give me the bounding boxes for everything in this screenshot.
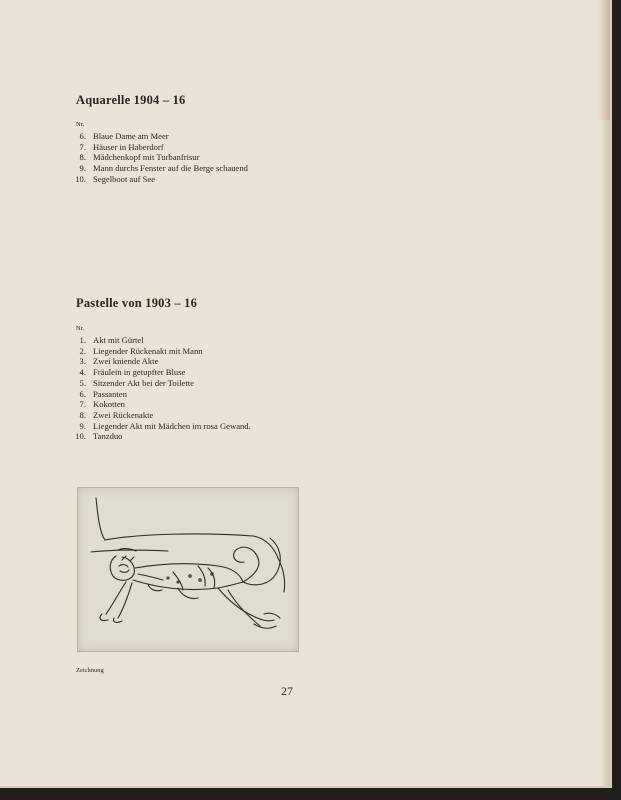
- list-item: 1. Akt mit Gürtel: [79, 335, 144, 345]
- section-title-pastelle: Pastelle von 1903 – 16: [76, 296, 198, 310]
- list-item: 9. Liegender Akt mit Mädchen im rosa Gewand.: [79, 420, 251, 431]
- list-item: 2. Liegender Rückenakt mit Mann: [79, 345, 203, 356]
- aquarelle-list: [70, 131, 248, 185]
- nr-label: Nr.: [76, 121, 85, 128]
- list-item: 7. Kokotten: [79, 399, 125, 410]
- list-item: 10. Tanzduo: [75, 431, 123, 442]
- nr-label: Nr.: [76, 325, 85, 332]
- drawing-plate: [77, 487, 299, 652]
- page-number: 27: [281, 684, 293, 698]
- list-item: 10. Segelboot auf See: [75, 173, 156, 184]
- list-item: 9. Mann durchs Fenster auf die Berge schauend: [79, 163, 248, 174]
- illustration-caption: Zeichnung: [76, 667, 104, 674]
- list-item: 8. Mädchenkopf mit Turbanfrisur: [79, 152, 200, 163]
- list-item: 3. Zwei kniende Akte: [79, 356, 159, 367]
- pastelle-list: [70, 335, 251, 442]
- list-item: 5. Sitzender Akt bei der Toilette: [79, 377, 194, 388]
- page-edge-tint: [596, 0, 610, 120]
- list-item: 7. Häuser in Haberdorf: [79, 141, 164, 152]
- sketch-drawing: [78, 488, 298, 651]
- list-item: 6. Blaue Dame am Meer: [79, 131, 169, 141]
- list-item: 8. Zwei Rückenakte: [79, 409, 154, 420]
- list-item: 4. Fräulein in getupfter Bluse: [79, 367, 186, 378]
- list-item: 6. Passanten: [79, 388, 127, 399]
- section-title-aquarelle: Aquarelle 1904 – 16: [76, 93, 186, 107]
